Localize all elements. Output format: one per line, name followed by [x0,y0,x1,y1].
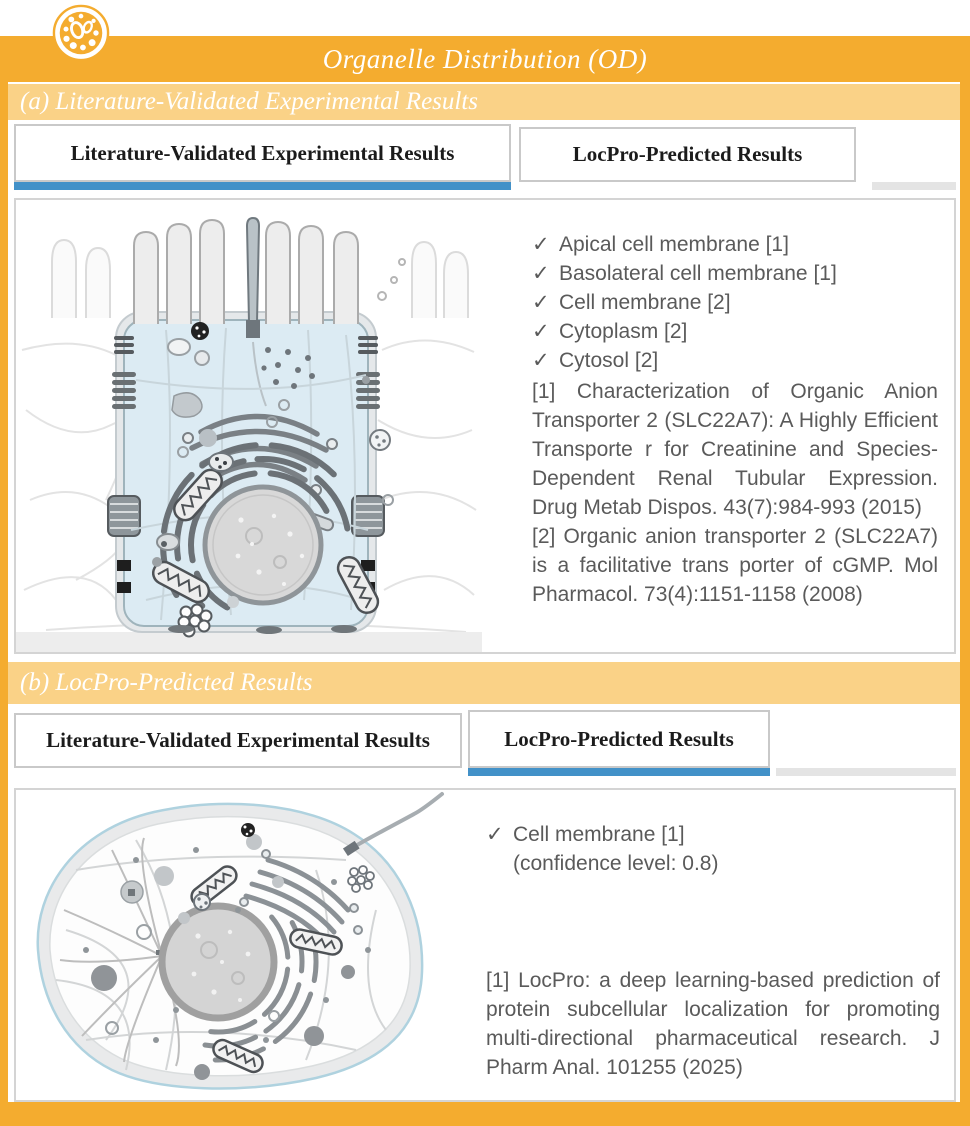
confidence-note: (confidence level: 0.8) [513,852,719,875]
tab-label: LocPro-Predicted Results [572,142,803,166]
panel-a-results [486,200,954,652]
localization-label: Basolateral cell membrane [1] [559,262,837,285]
check-icon: ✓ [532,233,550,256]
tab-b-literature-validated[interactable] [14,713,462,768]
reference: [2] Organic anion transporter 2 (SLC22A7) is a facilitative trans porter of cGMP. Mol Pharmacol. 73(4):1151-1158 (2008) [532,525,938,606]
page-title: Organelle Distribution (OD) [322,44,648,74]
apical-particles [378,259,405,300]
list-item [486,820,940,849]
round-cell-illustration [16,790,456,1100]
main-header [0,36,970,82]
frame-bottom [0,1102,970,1126]
check-icon: ✓ [532,262,550,285]
list-item [532,230,938,259]
top-strip [0,0,970,36]
flagellum [343,794,442,856]
section-a-header [8,84,960,120]
localization-label: Cytosol [2] [559,349,659,372]
check-icon: ✓ [532,291,550,314]
cell-logo-icon [52,4,110,62]
microvilli [134,220,358,324]
tab-strip-filler [872,182,956,190]
tab-b-locpro-predicted[interactable] [468,710,770,768]
reference: [1] Characterization of Organic Anion Transporter 2 (SLC22A7): A Highly Efficient Transporte r for Creatinine and Species-Dependent Renal Tubular Expression. Drug Metab Dispos. 43(7):984-993 (2015) [532,380,938,519]
tab-bar-a [14,124,956,192]
localization-label: Cell membrane [2] [559,291,731,314]
nucleus [162,906,274,1018]
localization-label: Apical cell membrane [1] [559,233,789,256]
check-icon: ✓ [532,349,550,372]
list-item [532,317,938,346]
tab-bar-b [14,710,956,782]
check-icon: ✓ [486,823,504,846]
section-a-label: (a) Literature-Validated Experimental Results [20,88,479,115]
nucleus [205,487,321,603]
localization-list [532,230,938,375]
panel-a-content [14,198,956,654]
panel-b-results [456,790,954,1100]
epithelial-cell-illustration [16,200,486,652]
reference-list [486,966,940,1082]
reference: [1] LocPro: a deep learning-based prediction of protein subcellular localization for promoting multi-directional pharmaceutical research. J Pharm Anal. 101255 (2025) [486,969,940,1079]
tab-label: Literature-Validated Experimental Results [46,728,430,752]
epithelial-cell [108,218,400,652]
list-item [532,288,938,317]
animal-cell [38,794,442,1088]
basement-membrane [16,632,482,652]
list-item [532,346,938,375]
localization-list [486,820,940,878]
section-b-label: (b) LocPro-Predicted Results [20,669,313,696]
localization-label: Cytoplasm [2] [559,320,688,343]
section-b-header [8,662,960,704]
list-item [532,259,938,288]
lysosome [191,322,209,340]
active-tab-underline [14,182,511,190]
tab-label: LocPro-Predicted Results [504,726,734,751]
tab-a-locpro-predicted[interactable] [519,127,856,182]
tab-a-literature-validated[interactable] [14,124,511,182]
panel-b-content [14,788,956,1102]
localization-label: Cell membrane [1] [513,823,685,846]
tab-strip-filler [776,768,956,776]
reference-list [532,377,938,609]
check-icon: ✓ [532,320,550,343]
tab-label: Literature-Validated Experimental Results [70,140,455,165]
active-tab-underline [468,768,770,776]
